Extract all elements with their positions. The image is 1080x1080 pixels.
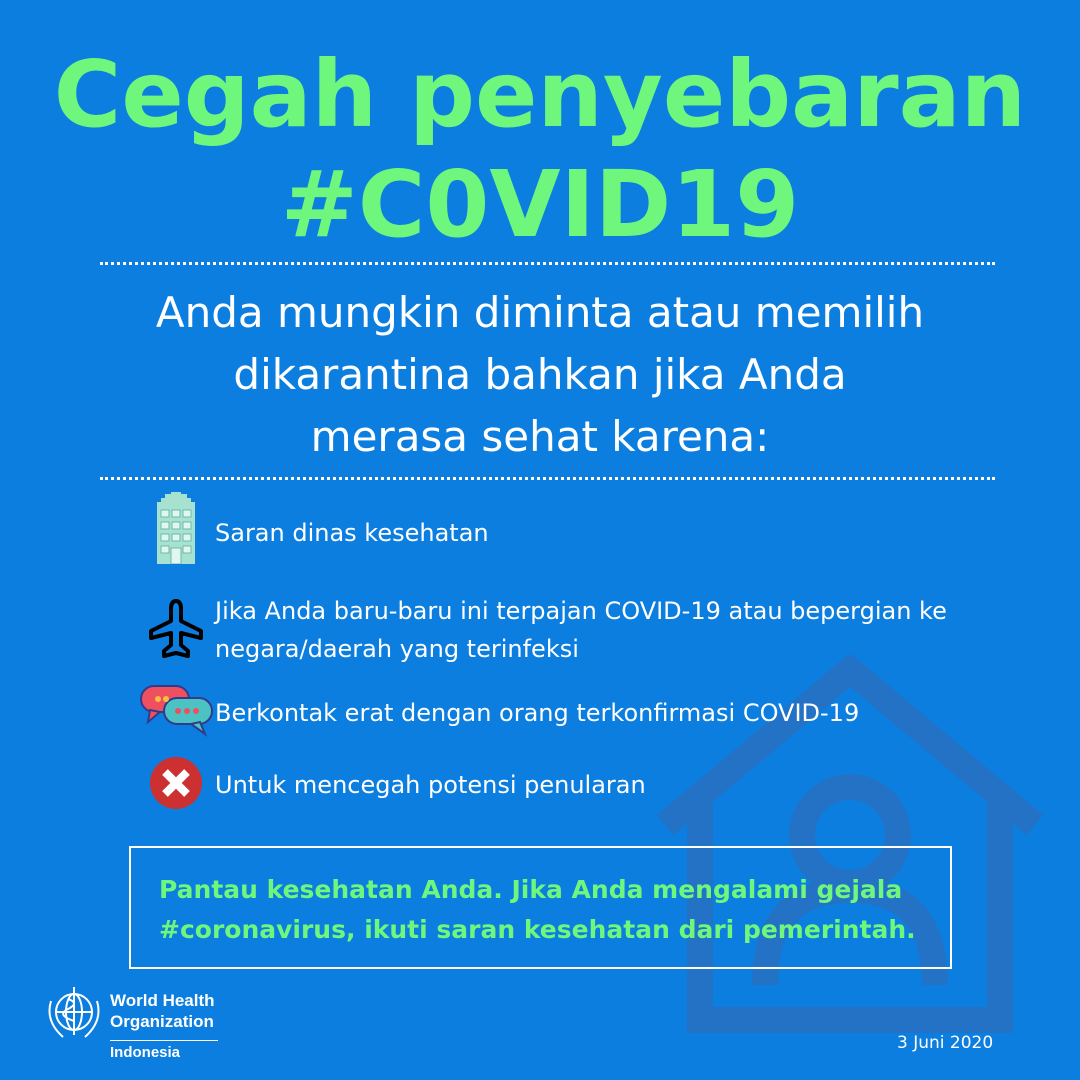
subtitle-line: Anda mungkin diminta atau memilih [155, 288, 925, 337]
list-item: Saran dinas kesehatan [215, 519, 489, 547]
logo-line: World Health [110, 991, 215, 1010]
list-item: Berkontak erat dengan orang terkonfirmasi COVID-19 [215, 699, 860, 727]
title-line-1: Cegah penyebaran [53, 41, 1027, 148]
who-region: Indonesia [110, 1040, 218, 1061]
building-icon [157, 492, 195, 564]
subtitle-line: dikarantina bahkan jika Anda [233, 350, 847, 399]
divider [100, 477, 995, 480]
divider [100, 262, 995, 265]
title-line-2: #C0VID19 [280, 151, 800, 258]
subtitle-line: merasa sehat karena: [310, 412, 770, 461]
chat-bubbles-icon [138, 678, 218, 738]
list-item: Jika Anda baru-baru ini terpajan COVID-19 atau bepergian ke negara/daerah yang terinfeksi [215, 597, 947, 663]
who-emblem-icon [43, 983, 105, 1045]
list-item: Untuk mencegah potensi penularan [215, 771, 646, 799]
logo-line: Organization [110, 1012, 214, 1031]
red-x-icon [150, 757, 202, 809]
notice-box: Pantau kesehatan Anda. Jika Anda mengalami gejala #coronavirus, ikuti saran kesehatan dari pemerintah. [129, 846, 952, 969]
who-logo-text [110, 990, 215, 1032]
subtitle [0, 282, 1080, 468]
airplane-icon [148, 598, 204, 660]
date: 3 Juni 2020 [897, 1033, 994, 1053]
